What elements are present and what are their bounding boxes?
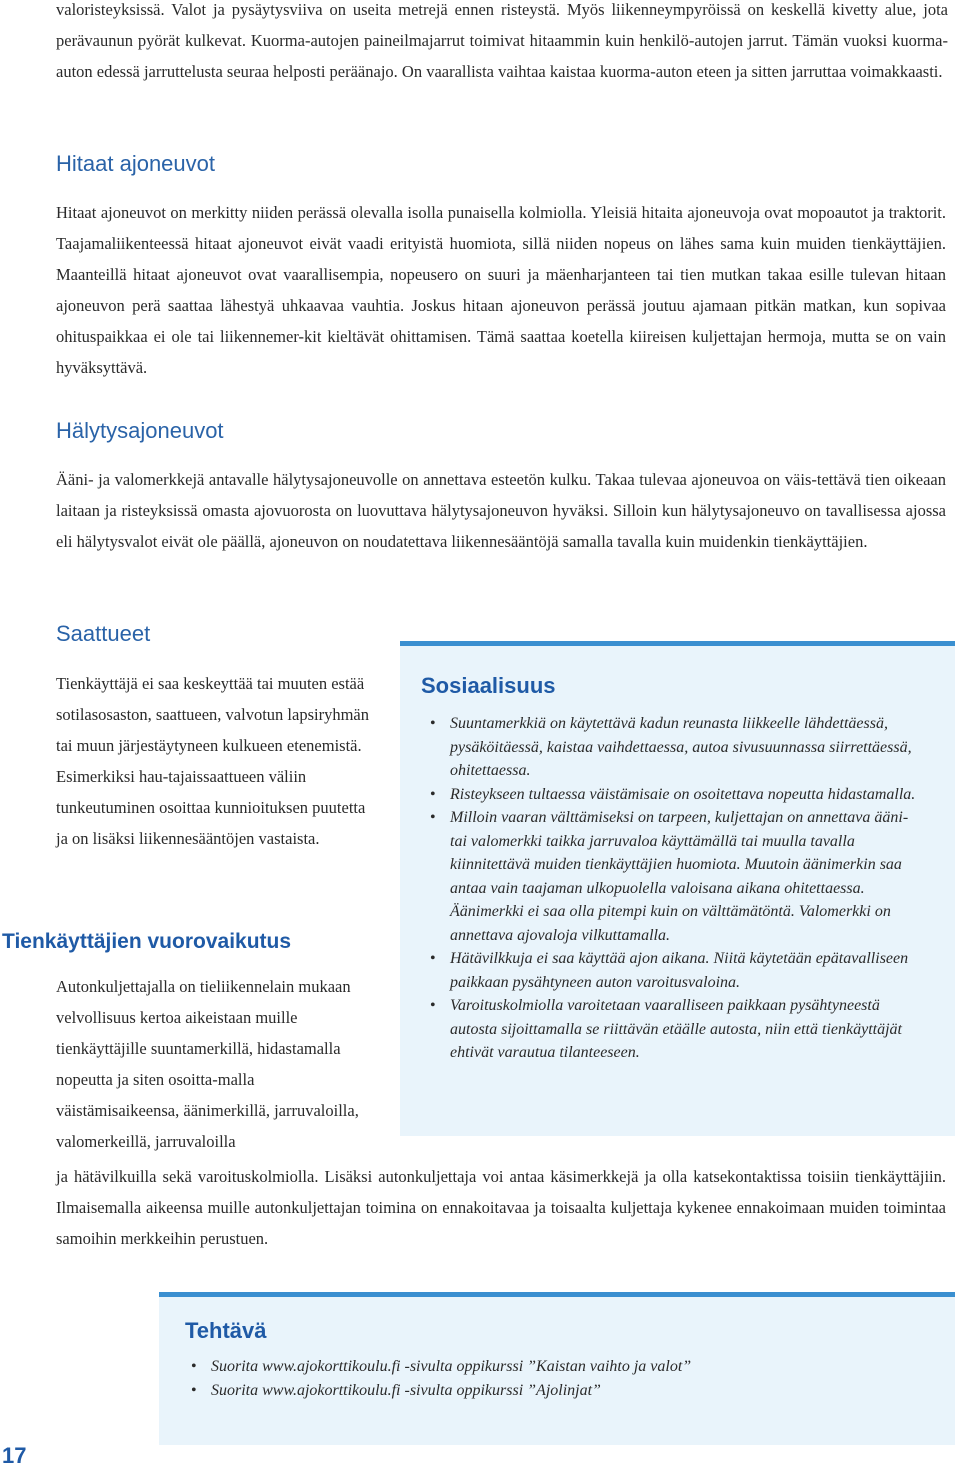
escorts-paragraph: Tienkäyttäjä ei saa keskeyttää tai muuten estää sotilasosaston, saattueen, valvotun lapsiryhmän tai muun järjestäytyneen kulkueen etenemistä. Esimerkiksi hau-tajaissaattueen väliin tunkeutuminen osoittaa kunnioituksen puutetta ja on lisäksi liikennesääntöjen vastaista. [56,674,369,848]
list-item: • Suuntamerkkiä on käytettävä kadun reunasta liikkeelle lähdettäessä, pysäköitäessä, kaistaa vaihdettaessa, autoa sivusuunnassa siirrettäessä, ohitettaessa. [428,712,928,783]
bullet-icon: • [191,1381,197,1399]
emergency-paragraph: Ääni- ja valomerkkejä antavalle hälytysajoneuvolle on annettava esteetön kulku. Takaa tulevaa ajoneuvoa on väis-tettävä tien oikeaan laitaan ja risteyksissä omasta ajovuorosta on luovuttava hälytysajoneuvon hyväksi. Silloin kun hälytysajoneuvo on tavallisessa ajossa eli hälytysvalot eivät ole päällä, ajoneuvon on noudatettava liikennesääntöjä samalla tavalla kuin muidenkin tienkäyttäjien. [56,470,946,551]
list-item: • Varoituskolmiolla varoitetaan vaaralliseen paikkaan pysähtyneestä autosta sijoittamalla se riittävän etäälle autosta, niin että tienkäyttäjät ehtivät varautua tilanteeseen. [428,994,928,1065]
section-heading-interaction: Tienkäyttäjien vuorovaikutus [2,930,292,953]
list-item: • Risteykseen tultaessa väistämisaie on osoitettava nopeutta hidastamalla. [428,783,928,807]
task-item: • Suorita www.ajokorttikoulu.fi -sivulta oppikurssi ”Ajolinjat” [189,1379,929,1403]
sociality-box-title: Sosiaalisuus [421,673,556,698]
bullet-icon: • [430,809,436,826]
section-heading-emergency: Hälytysajoneuvot [56,418,224,443]
list-item: • Hätävilkkuja ei saa käyttää ajon aikana. Niitä käytetään epätavalliseen paikkaan pysähtyneen auton varoitusvaloina. [428,947,928,994]
sociality-list [428,712,928,1065]
interaction-paragraph-narrow: Autonkuljettajalla on tieliikennelain mukaan velvollisuus kertoa aikeistaan muille tienkäyttäjille suuntamerkillä, hidastamalla nopeutta ja siten osoitta-malla väistämisaikeensa, äänimerkillä, jarruvaloilla, valomerkeillä, jarruvaloilla [56,977,359,1151]
bullet-icon: • [430,785,436,803]
page-number: 17 [2,1443,27,1468]
bullet-icon: • [430,950,436,967]
bullet-icon: • [430,997,436,1014]
section-heading-slow-vehicles: Hitaat ajoneuvot [56,151,215,176]
task-box-title: Tehtävä [185,1318,267,1343]
list-item: • Milloin vaaran välttämiseksi on tarpeen, kuljettajan on annettava ääni- tai valomerkki taikka jarruvaloa käyttämällä tai muulla tavalla kiinnitettävä muiden tienkäyttäjien huomiota. Muutoin äänimerkin saa antaa vain taajaman ulkopuolella valoisana aikana ohitettaessa. Äänimerkki ei saa olla pitempi kuin on välttämätöntä. Valomerkki on annettava ajovaloja vilkuttamalla. [428,806,928,947]
bullet-icon: • [191,1358,197,1375]
slow-vehicles-paragraph: Hitaat ajoneuvot on merkitty niiden perässä olevalla isolla punaisella kolmiolla. Yleisiä hitaita ajoneuvoja ovat mopoautot ja traktorit. Taajamaliikenteessä hitaat ajoneuvot eivät vaadi erityistä huomiota, sillä niiden nopeus on lähes sama kuin muiden tienkäyttäjien. Maanteillä hitaat ajoneuvot ovat vaarallisempia, nopeusero on suuri ja mäenharjanteen tai tien mutkan takaa esille tulevan hitaan ajoneuvon perä saattaa lähestyä uhkaavaa vauhtia. Joskus hitaan ajoneuvon perässä joutuu ajamaan pitkän matkan, kun sopivaa ohituspaikkaa ei ole tai liikennemer-kit kieltävät ohittamisen. Tämä saattaa koetella kiireisen kuljettajan hermoja, mutta se on vain hyväksyttävä. [56,203,946,377]
interaction-paragraph-wide: ja hätävilkuilla sekä varoituskolmiolla. Lisäksi autonkuljettaja voi antaa käsimerkkejä ja olla katsekontaktissa toisiin tienkäyttäjiin. Ilmaisemalla aikeensa muille autonkuljettajan toimina on ennakoitavaa ja toisaalta kuljettaja kykenee ennakoimaan muiden toimintaa samoihin merkkeihin perustuen. [56,1167,946,1248]
task-list [189,1355,929,1402]
task-info-box [159,1292,955,1445]
task-item: • Suorita www.ajokorttikoulu.fi -sivulta oppikurssi ”Kaistan vaihto ja valot” [189,1355,929,1379]
bullet-icon: • [430,715,436,732]
intro-paragraph: valoristeyksissä. Valot ja pysäytysviiva on useita metrejä ennen risteystä. Myös liikenneympyröissä on keskellä kivetty alue, jota perävaunun pyörät kulkevat. Kuorma-autojen paineilmajarrut toimivat hitaammin kuin henkilö-autojen jarrut. Tämän vuoksi kuorma-auton edessä jarruttelusta seuraa helposti peräänajo. On vaarallista vaihtaa kaistaa kuorma-auton eteen ja sitten jarruttaa voimakkaasti. [56,0,948,81]
section-heading-escorts: Saattueet [56,621,151,646]
sociality-info-box [400,641,955,1136]
